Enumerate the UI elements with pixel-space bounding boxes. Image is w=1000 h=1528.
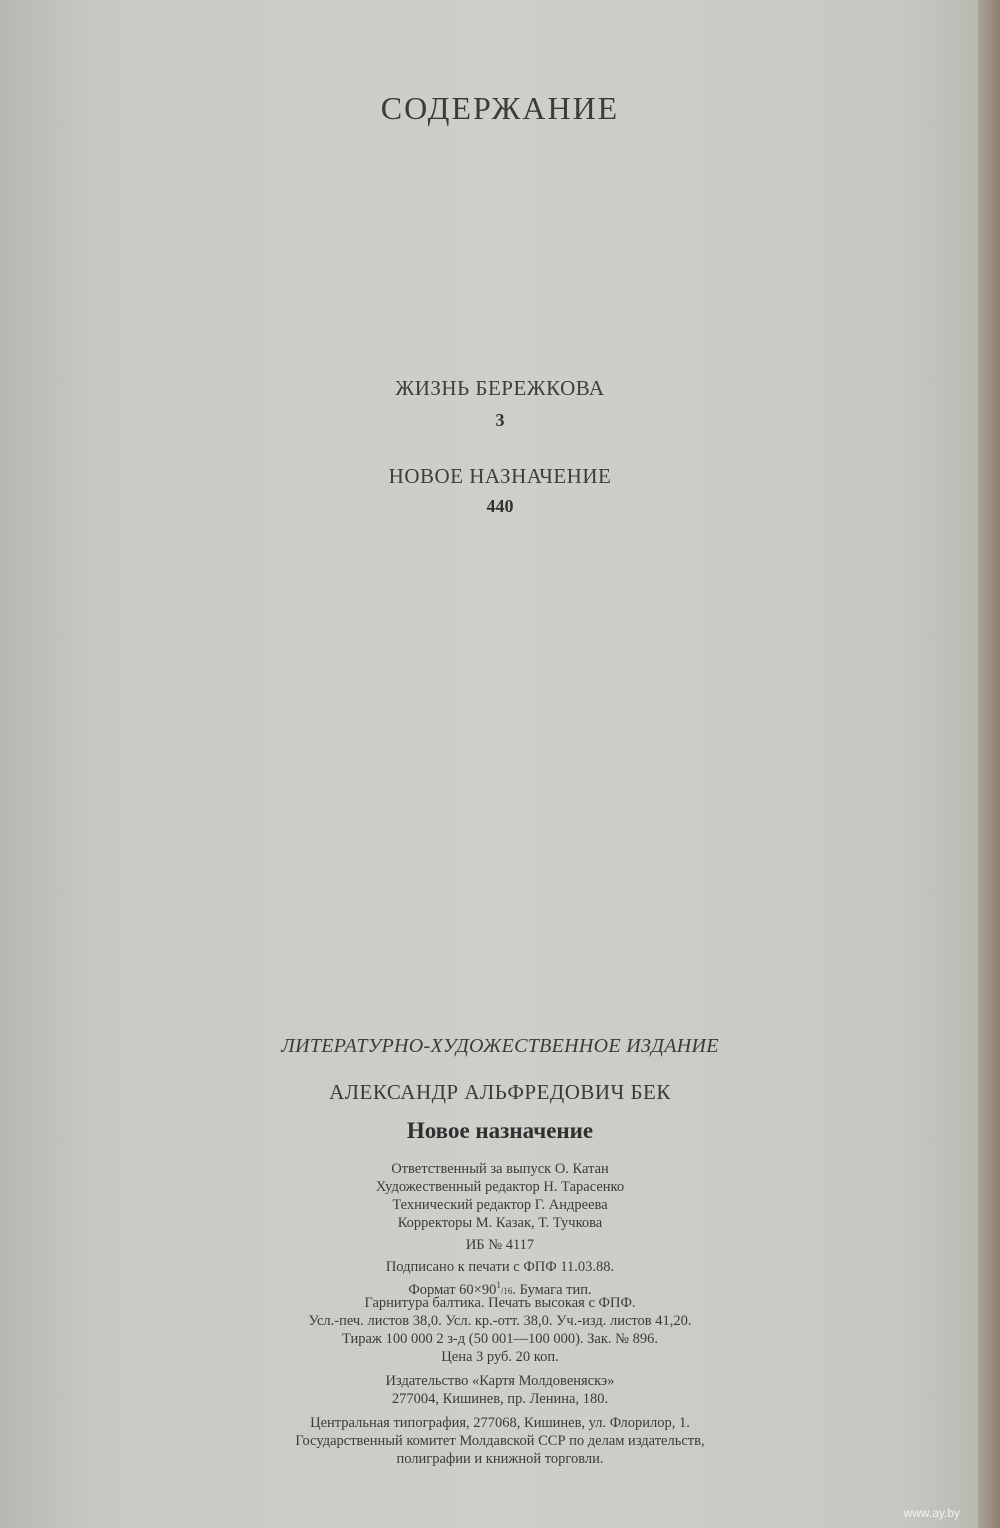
print-detail-line: Гарнитура балтика. Печать высокая с ФПФ. <box>364 1295 636 1311</box>
print-signed: Подписано к печати с ФПФ 11.03.88. <box>385 1259 615 1275</box>
format-fraction-numerator: 1 <box>496 1280 501 1290</box>
book-title: Новое назначение <box>406 1118 594 1143</box>
toc-entry-title: ЖИЗНЬ БЕРЕЖКОВА <box>395 376 605 400</box>
print-detail-line: Усл.-печ. листов 38,0. Усл. кр.-отт. 38,0. Уч.-изд. листов 41,20. <box>308 1313 692 1329</box>
price-line: Цена 3 руб. 20 коп. <box>441 1349 559 1365</box>
credit-line: Корректоры М. Казак, Т. Тучкова <box>397 1215 603 1231</box>
author-name: АЛЕКСАНДР АЛЬФРЕДОВИЧ БЕК <box>329 1080 671 1104</box>
ib-number: ИБ № 4117 <box>465 1237 535 1253</box>
publisher-address: 277004, Кишинев, пр. Ленина, 180. <box>391 1391 609 1407</box>
print-detail-line: Тираж 100 000 2 з-д (50 001—100 000). Зак. № 896. <box>341 1331 658 1347</box>
credit-line: Технический редактор Г. Андреева <box>392 1197 608 1213</box>
credit-line: Художественный редактор Н. Тарасенко <box>375 1179 625 1195</box>
printer-line: Центральная типография, 277068, Кишинев, ул. Флорилор, 1. <box>310 1415 690 1431</box>
toc-entry-title: НОВОЕ НАЗНАЧЕНИЕ <box>388 464 612 488</box>
format-prefix: Формат 60×90 <box>408 1281 497 1298</box>
toc-heading: СОДЕРЖАНИЕ <box>380 90 620 126</box>
printer-line: Государственный комитет Молдавской ССР по делам издательств, <box>295 1433 705 1449</box>
toc-entry-page: 3 <box>495 410 505 430</box>
toc-entry-page: 440 <box>486 496 514 516</box>
credit-line: Ответственный за выпуск О. Катан <box>391 1161 609 1177</box>
printer-line: полиграфии и книжной торговли. <box>396 1451 604 1467</box>
edition-genre: ЛИТЕРАТУРНО-ХУДОЖЕСТВЕННОЕ ИЗДАНИЕ <box>281 1035 719 1057</box>
watermark: www.ay.by <box>903 1506 960 1520</box>
format-suffix: . Бумага тип. <box>512 1281 592 1298</box>
publisher-line: Издательство «Картя Молдовеняскэ» <box>385 1373 615 1389</box>
format-fraction-denominator: /16 <box>500 1285 513 1296</box>
